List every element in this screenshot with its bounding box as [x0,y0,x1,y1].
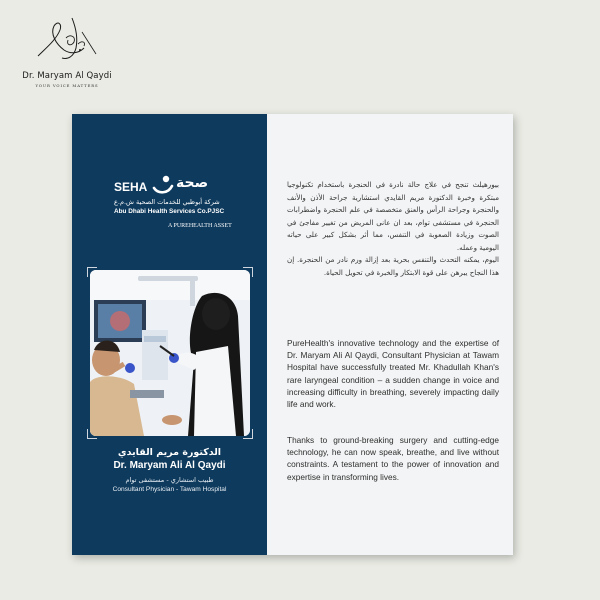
seha-logo [72,174,267,234]
seha-latin-wordmark: SEHA [114,180,148,194]
doctor-title-english: Consultant Physician - Tawam Hospital [112,486,227,493]
clinic-scene-illustration [90,270,250,436]
right-panel [267,114,513,555]
seha-figure-icon [152,174,174,196]
signature-logo-icon [32,10,102,68]
brand-logo [18,10,116,88]
arabic-paragraph-2: اليوم، يمكنه التحدث والتنفس بحرية بعد إزالة ورم نادر من الحنجرة. إن هذا النجاح يبرهن على قوة الابتكار والخبرة في تحويل الحياة. [287,255,499,277]
arabic-paragraph-1: بيورهيلث تنجح في علاج حالة نادرة في الحنجرة باستخدام تكنولوجيا مبتكرة وخبرة الدكتورة مريم القايدي استشارية جراحة الأذن والأنف والحنجرة وجراحة الرأس والعنق متخصصة في علم الحنجرة واضطرابات الحنجرة في مستشفى توام، بعد ان عانى المريض من تغيير مفاجئ في الصوت وزيادة الصعوبة في التنفس، مما أثر بشكل كبير على حياته اليومية وعمله. [287,180,499,252]
seha-company-english: Abu Dhabi Health Services Co.PJSC [114,208,225,215]
doctor-title-arabic: طبيب استشاري - مستشفى توام [125,476,214,484]
english-paragraph-2: Thanks to ground-breaking surgery and cutting-edge technology, he can now speak, breathe, and live without constraints. A testament to the power of innovation and expertise in transforming lives. [287,435,499,482]
left-panel [72,114,267,555]
doctor-name-arabic: الدكتورة مريم القايدي [117,447,222,458]
purehealth-asset-label: A PUREHEALTH ASSET [168,223,232,229]
brand-name: Dr. Maryam Al Qaydi [22,71,112,81]
post-card [72,114,513,555]
seha-arabic-wordmark: صحة [176,175,209,191]
seha-company-arabic: شركة أبوظبي للخدمات الصحية ش.م.ع [114,198,220,206]
english-paragraph-1: PureHealth's innovative technology and the expertise of Dr. Maryam Ali Al Qaydi, Consultant Physician at Tawam Hospital have successfully treated Mr. Khadullah Khan's rare laryngeal condition – a sudden change in voice and increasing difficulty in breathing, severely impacting daily life and work. [287,338,499,410]
doctor-name-english: Dr. Maryam Ali Al Qaydi [113,460,226,471]
brand-tagline: YOUR VOICE MATTERS [35,83,99,88]
doctor-patient-photo [90,270,250,436]
